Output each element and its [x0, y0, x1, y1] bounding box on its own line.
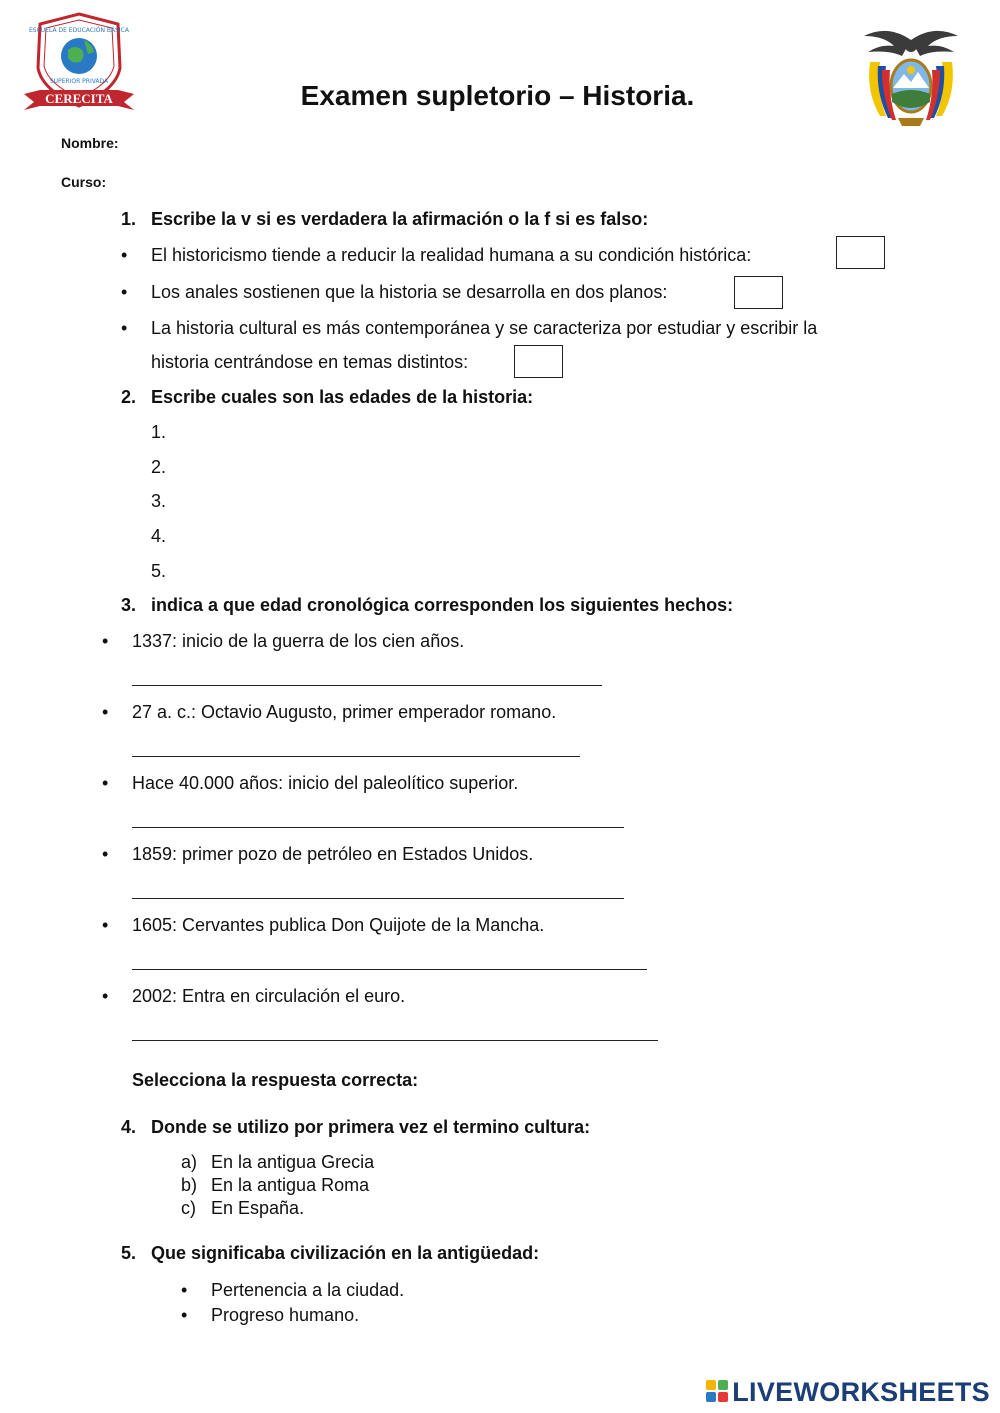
logo-banner-text: CERECITA	[45, 91, 113, 106]
q3-answer-line-1[interactable]	[132, 685, 602, 686]
q3-fact-6: • 2002: Entra en circulación el euro.	[132, 986, 405, 1007]
q3-fact-3: • Hace 40.000 años: inicio del paleolítico superior.	[132, 773, 518, 794]
logo-ring-text: ESCUELA DE EDUCACIÓN BÁSICA	[29, 27, 129, 34]
liveworksheets-logo	[706, 1374, 990, 1410]
question-2-number: 2.	[121, 387, 137, 407]
question-3	[121, 595, 733, 616]
question-5-text: Que significaba civilización en la antigüedad:	[151, 1243, 540, 1263]
q5-option-1[interactable]: • Pertenencia a la ciudad.	[211, 1280, 404, 1301]
question-3-number: 3.	[121, 595, 137, 615]
name-label: Nombre:	[61, 135, 119, 151]
question-1-number: 1.	[121, 209, 137, 229]
q1-statement-1: • El historicismo tiende a reducir la realidad humana a su condición histórica:	[151, 245, 751, 266]
q4-option-a[interactable]	[181, 1152, 374, 1173]
q2-answer-2[interactable]: 2.	[151, 457, 167, 477]
question-2	[121, 387, 533, 408]
q3-fact-1: • 1337: inicio de la guerra de los cien años.	[132, 631, 464, 652]
q1-statement-2: • Los anales sostienen que la historia se desarrolla en dos planos:	[151, 282, 667, 303]
q4-option-b-text: En la antigua Roma	[211, 1175, 370, 1195]
question-5	[121, 1243, 539, 1264]
question-4-number: 4.	[121, 1117, 137, 1137]
q4-option-c-text: En España.	[211, 1198, 305, 1218]
q4-option-c-letter: c)	[181, 1198, 196, 1218]
q1-statement-3-continued: historia centrándose en temas distintos:	[151, 352, 469, 372]
question-2-text: Escribe cuales son las edades de la historia:	[151, 387, 534, 407]
question-1-text: Escribe la v si es verdadera la afirmación o la f si es falso:	[151, 209, 649, 229]
question-5-number: 5.	[121, 1243, 137, 1263]
q5-option-2[interactable]: • Progreso humano.	[211, 1305, 359, 1326]
q1-statement-3: • La historia cultural es más contemporánea y se caracteriza por estudiar y escribir la	[151, 318, 817, 339]
question-4-text: Donde se utilizo por primera vez el termino cultura:	[151, 1117, 591, 1137]
q4-option-b[interactable]	[181, 1175, 369, 1196]
page-title: Examen supletorio – Historia.	[300, 80, 695, 111]
section-heading: Selecciona la respuesta correcta:	[132, 1070, 419, 1090]
q1-answer-box-3[interactable]	[514, 345, 563, 378]
q4-option-c[interactable]	[181, 1198, 304, 1219]
q1-answer-box-2[interactable]	[734, 276, 783, 309]
q4-option-a-text: En la antigua Grecia	[211, 1152, 375, 1172]
q2-answer-1[interactable]: 1.	[151, 422, 167, 442]
q3-fact-2: • 27 a. c.: Octavio Augusto, primer emperador romano.	[132, 702, 556, 723]
course-label: Curso:	[61, 174, 107, 190]
logo-inner-text: SUPERIOR PRIVADA	[49, 78, 109, 85]
q2-answer-3[interactable]: 3.	[151, 491, 167, 511]
q3-answer-line-3[interactable]	[132, 827, 624, 828]
liveworksheets-text: LIVEWORKSHEETS	[732, 1376, 990, 1407]
q3-fact-4: • 1859: primer pozo de petróleo en Estados Unidos.	[132, 844, 533, 865]
question-1	[121, 209, 648, 230]
q3-answer-line-2[interactable]	[132, 756, 580, 757]
q4-option-a-letter: a)	[181, 1152, 198, 1172]
q3-answer-line-4[interactable]	[132, 898, 624, 899]
q3-answer-line-5[interactable]	[132, 969, 647, 970]
question-3-text: indica a que edad cronológica corresponden los siguientes hechos:	[151, 595, 734, 615]
q3-answer-line-6[interactable]	[132, 1040, 658, 1041]
coat-of-arms-image	[858, 22, 964, 130]
q1-answer-box-1[interactable]	[836, 236, 885, 269]
q2-answer-4[interactable]: 4.	[151, 526, 167, 546]
q4-option-b-letter: b)	[181, 1175, 198, 1195]
liveworksheets-icon	[706, 1380, 730, 1404]
question-4	[121, 1117, 590, 1138]
q2-answer-5[interactable]: 5.	[151, 561, 167, 581]
q3-fact-5: • 1605: Cervantes publica Don Quijote de la Mancha.	[132, 915, 544, 936]
